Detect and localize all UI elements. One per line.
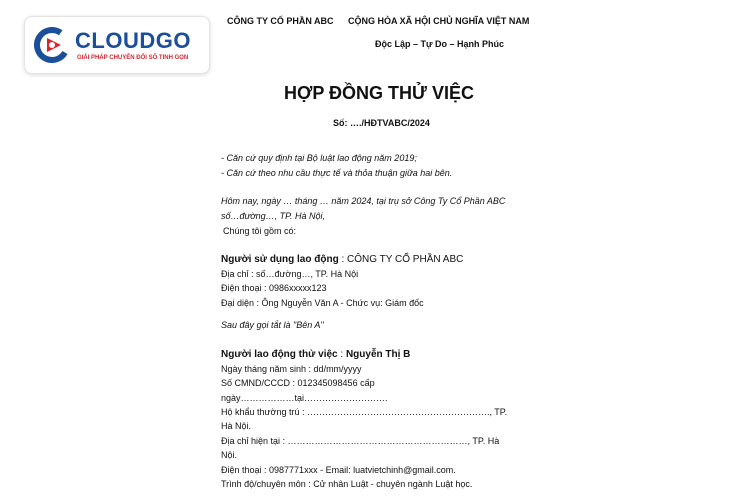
company-name: CÔNG TY CỔ PHẦN ABC bbox=[227, 16, 334, 26]
employee-residence-cont: Hà Nội. bbox=[221, 421, 252, 431]
document-number: Số: …./HĐTVABC/2024 bbox=[333, 118, 430, 128]
basis-line-1: - Căn cứ quy định tại Bộ luật lao động năm 2019; bbox=[221, 153, 417, 163]
employee-contact: Điện thoại : 0987771xxx - Email: luatvietchinh@gmail.com. bbox=[221, 465, 456, 475]
motto: Độc Lập – Tự Do – Hạnh Phúc bbox=[375, 39, 505, 49]
employee-heading bbox=[221, 349, 410, 360]
employer-address: Địa chỉ : số…đường…, TP. Hà Nội bbox=[221, 269, 359, 279]
employee-current-address-cont: Nội. bbox=[221, 450, 238, 460]
employee-value: Nguyễn Thị B bbox=[345, 349, 411, 360]
employee-id: Số CMND/CCCD : 012345098456 cấp bbox=[221, 378, 375, 388]
employer-value: CÔNG TY CỔ PHẦN ABC bbox=[347, 254, 464, 265]
employee-label: Người lao động thử việc bbox=[221, 349, 338, 360]
logo-name: CLOUDGO bbox=[75, 28, 191, 53]
intro-line-1: Hôm nay, ngày … tháng … năm 2024, tại trụ sở Công Ty Cổ Phần ABC bbox=[221, 196, 506, 206]
document-title: HỢP ĐỒNG THỬ VIỆC bbox=[284, 83, 474, 103]
logo-tagline: GIẢI PHÁP CHUYỂN ĐỔI SỐ TINH GỌN bbox=[77, 55, 189, 61]
nation-name: CỘNG HÒA XÃ HỘI CHỦ NGHĨA VIỆT NAM bbox=[348, 16, 530, 26]
intro-line-2: số…đường…, TP. Hà Nội, bbox=[221, 211, 326, 221]
we-include: Chúng tôi gồm có: bbox=[223, 226, 297, 236]
basis-line-2: - Căn cứ theo nhu cầu thực tế và thỏa thuận giữa hai bên. bbox=[221, 168, 453, 178]
employer-alias: Sau đây gọi tắt là "Bên A" bbox=[221, 320, 324, 330]
employer-heading bbox=[221, 254, 463, 265]
employee-education: Trình độ/chuyên môn : Cử nhân Luật - chuyên ngành Luật học. bbox=[221, 479, 473, 489]
employee-current-address: Địa chỉ hiện tại : ……………………………………………………, TP. Hà bbox=[221, 436, 500, 446]
employer-phone: Điện thoại : 0986xxxxx123 bbox=[221, 283, 327, 293]
employee-sep: : bbox=[337, 349, 346, 360]
employee-dob: Ngày tháng năm sinh : dd/mm/yyyy bbox=[221, 364, 362, 374]
employee-residence: Hộ khẩu thường trú : ……………………………………………………., TP. bbox=[221, 407, 508, 417]
employee-id-cont: ngày………………tại………………………. bbox=[221, 393, 388, 403]
employer-sep: : bbox=[338, 254, 348, 265]
employer-representative: Đại diện : Ông Nguyễn Văn A - Chức vụ: Giám đốc bbox=[221, 298, 424, 308]
employer-label: Người sử dụng lao động bbox=[221, 254, 339, 265]
